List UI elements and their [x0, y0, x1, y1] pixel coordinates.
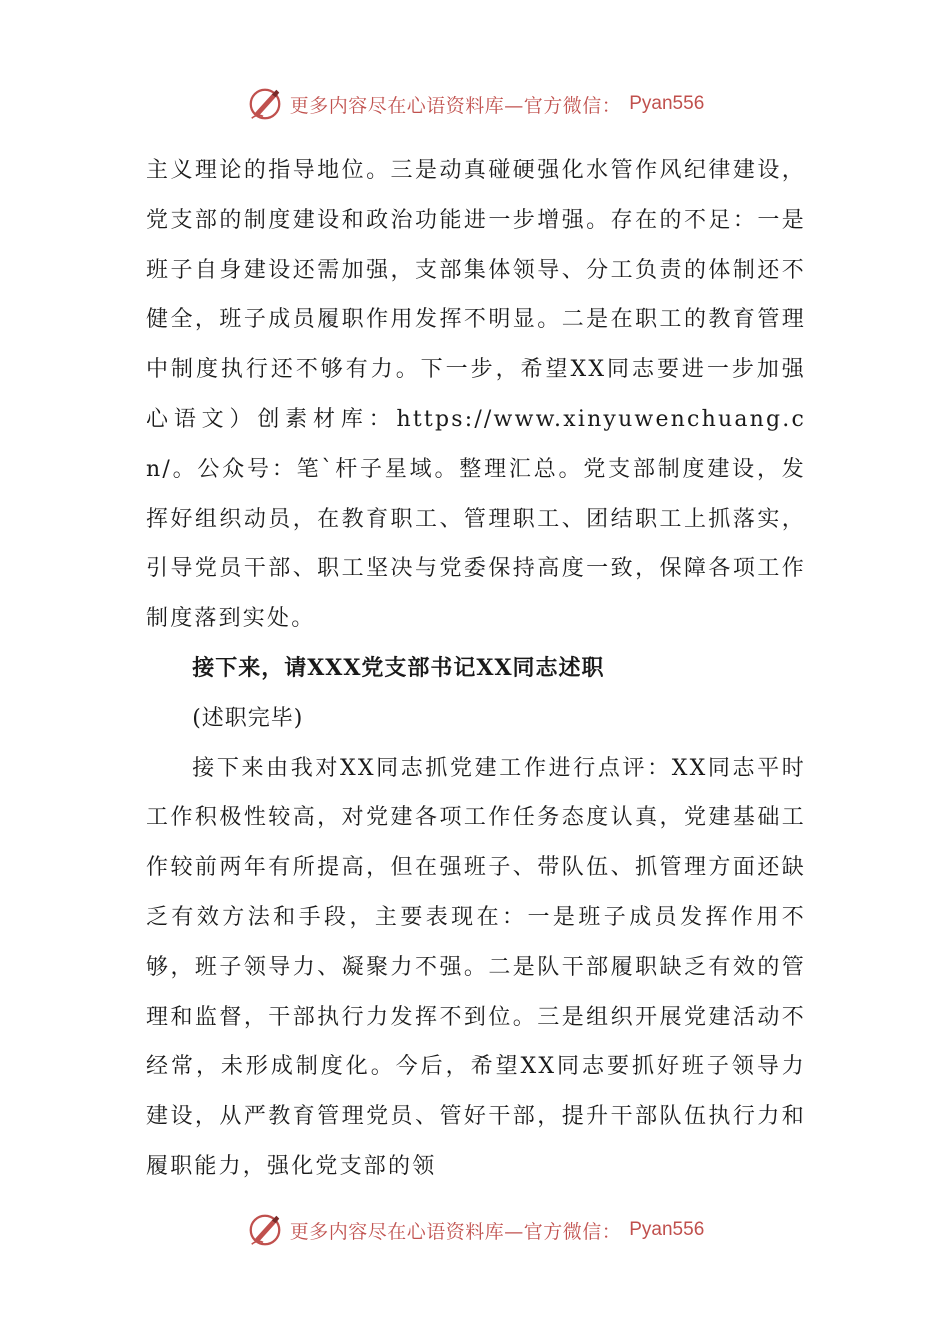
body-paragraph-1: 主义理论的指导地位。三是动真碰硬强化水管作风纪律建设，党支部的制度建设和政治功能进一步增强。存在的不足：一是班子自身建设还需加强，支部集体领导、分工负责的体制还不健全，班子成员履职作用发挥不明显。二是在职工的教育管理中制度执行还不够有力。下一步，希望XX同志要进一步加强心语文）创素材库：https://www.xinyuwenchuang.cn/。公众号：笔`杆子星域。整理汇总。党支部制度建设，发挥好组织动员，在教育职工、管理职工、团结职工上抓落实，引导党员干部、职工坚决与党委保持高度一致，保障各项工作制度落到实处。 [146, 158, 806, 632]
footer-watermark-banner [0, 1210, 950, 1250]
banner-wechat-id: Pyan556 [629, 1219, 705, 1240]
pen-nib-logo-icon [246, 85, 284, 123]
pen-nib-logo-icon [246, 1211, 284, 1249]
body-paragraph-2: 接下来由我对XX同志抓党建工作进行点评：XX同志平时工作积极性较高，对党建各项工作任务态度认真，党建基础工作较前两年有所提高，但在强班子、带队伍、抓管理方面还缺乏有效方法和手段，主要表现在：一是班子成员发挥作用不够，班子领导力、凝聚力不强。二是队干部履职缺乏有效的管理和监督，干部执行力发挥不到位。三是组织开展党建活动不经常，未形成制度化。今后，希望XX同志要抓好班子领导力建设，从严教育管理党员、管好干部，提升干部队伍执行力和履职能力，强化党支部的领 [146, 755, 806, 1179]
section-heading: 接下来，请XXX党支部书记XX同志述职 [192, 654, 605, 681]
document-body [146, 146, 806, 1192]
header-watermark-banner [0, 84, 950, 124]
banner-text: 更多内容尽在心语资料库—官方微信： [289, 94, 622, 117]
banner-wechat-id: Pyan556 [629, 93, 705, 114]
banner-text: 更多内容尽在心语资料库—官方微信： [289, 1220, 622, 1243]
stage-direction: (述职完毕) [192, 705, 304, 731]
